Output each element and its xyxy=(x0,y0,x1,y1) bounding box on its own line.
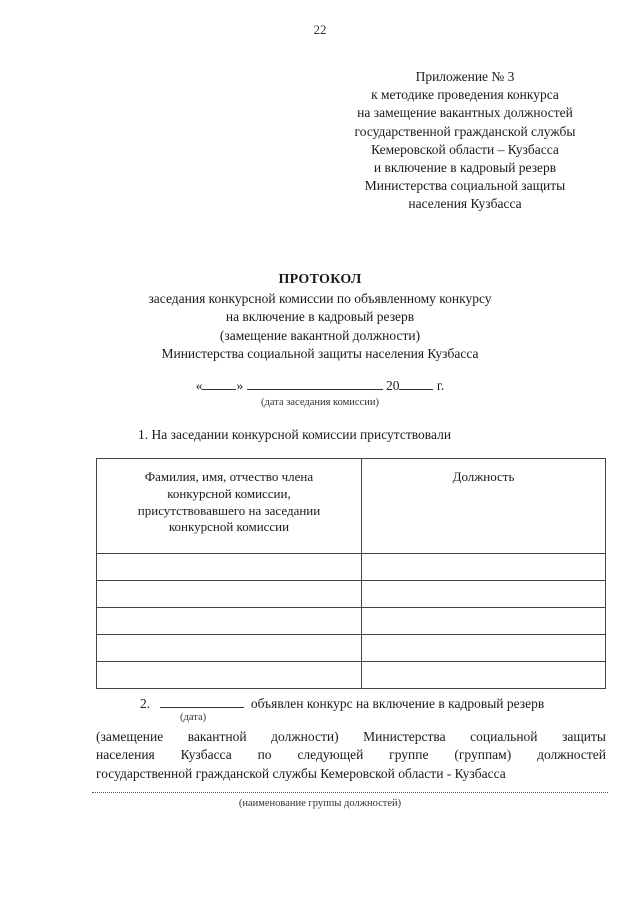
item-2-line xyxy=(140,695,544,712)
position-group-blank[interactable] xyxy=(92,792,608,793)
appendix-line: к методике проведения конкурса xyxy=(371,87,559,103)
date-close-quote: » xyxy=(236,378,244,393)
appendix-line: и включение в кадровый резерв xyxy=(373,160,557,176)
appendix-line: Кемеровской области – Кузбасса xyxy=(371,141,559,157)
year-suffix: г. xyxy=(436,378,445,393)
member-position-cell[interactable] xyxy=(362,554,606,581)
table-row xyxy=(97,554,606,581)
table-header-row xyxy=(97,459,606,554)
day-blank[interactable] xyxy=(202,377,236,390)
protocol-subtitle xyxy=(0,290,640,364)
member-position-cell[interactable] xyxy=(362,581,606,608)
table-row xyxy=(97,662,606,689)
subtitle-line: Министерства социальной защиты населения Кузбасса xyxy=(161,346,479,362)
date-caption: (дата заседания комиссии) xyxy=(261,397,379,408)
meeting-date-line xyxy=(0,377,640,394)
protocol-title: ПРОТОКОЛ xyxy=(278,272,362,287)
paragraph-line: (замещение вакантной должности) Министерства социальной защиты xyxy=(96,729,606,744)
appendix-line: Министерства социальной защиты xyxy=(364,178,566,194)
paragraph-line: государственной гражданской службы Кемеровской области - Кузбасса xyxy=(96,765,506,781)
month-blank[interactable] xyxy=(247,377,383,390)
table-row xyxy=(97,608,606,635)
header-line: конкурсной комиссии, xyxy=(167,485,291,501)
appendix-line: Приложение № 3 xyxy=(415,69,515,84)
appendix-line: населения Кузбасса xyxy=(408,196,522,212)
announcement-date-caption: (дата) xyxy=(180,712,207,723)
table-row xyxy=(97,581,606,608)
header-line: Фамилия, имя, отчество члена xyxy=(144,469,314,484)
member-position-cell[interactable] xyxy=(362,635,606,662)
header-member-name xyxy=(97,459,362,554)
paragraph-line: населения Кузбасса по следующей группе (группам) должностей xyxy=(96,747,606,763)
member-name-cell[interactable] xyxy=(97,662,362,689)
subtitle-line: (замещение вакантной должности) xyxy=(219,327,421,343)
member-position-cell[interactable] xyxy=(362,608,606,635)
appendix-line: на замещение вакантных должностей xyxy=(357,105,573,121)
member-name-cell[interactable] xyxy=(97,554,362,581)
member-position-cell[interactable] xyxy=(362,662,606,689)
table-row xyxy=(97,635,606,662)
announcement-date-blank[interactable] xyxy=(160,695,244,708)
item-2-text: объявлен конкурс на включение в кадровый резерв xyxy=(250,696,545,711)
year-blank[interactable] xyxy=(399,377,433,390)
header-position: Должность xyxy=(362,459,606,554)
subtitle-line: на включение в кадровый резерв xyxy=(225,309,415,325)
commission-members-table xyxy=(96,458,606,689)
page-number: 22 xyxy=(313,22,327,37)
appendix-line: государственной гражданской службы xyxy=(354,123,576,139)
item-1-text: 1. На заседании конкурсной комиссии присутствовали xyxy=(138,427,452,442)
header-line: присутствовавшего на заседании xyxy=(137,502,321,518)
member-name-cell[interactable] xyxy=(97,635,362,662)
subtitle-line: заседания конкурсной комиссии по объявленному конкурсу xyxy=(148,291,492,306)
year-prefix: 20 xyxy=(385,378,400,393)
appendix-header xyxy=(330,68,600,214)
item-2-paragraph xyxy=(96,728,606,783)
position-group-caption: (наименование группы должностей) xyxy=(238,798,402,809)
date-open-quote: « xyxy=(195,378,203,393)
item-2-number: 2. xyxy=(140,696,151,711)
header-line: конкурсной комиссии xyxy=(168,519,290,535)
member-name-cell[interactable] xyxy=(97,581,362,608)
member-name-cell[interactable] xyxy=(97,608,362,635)
